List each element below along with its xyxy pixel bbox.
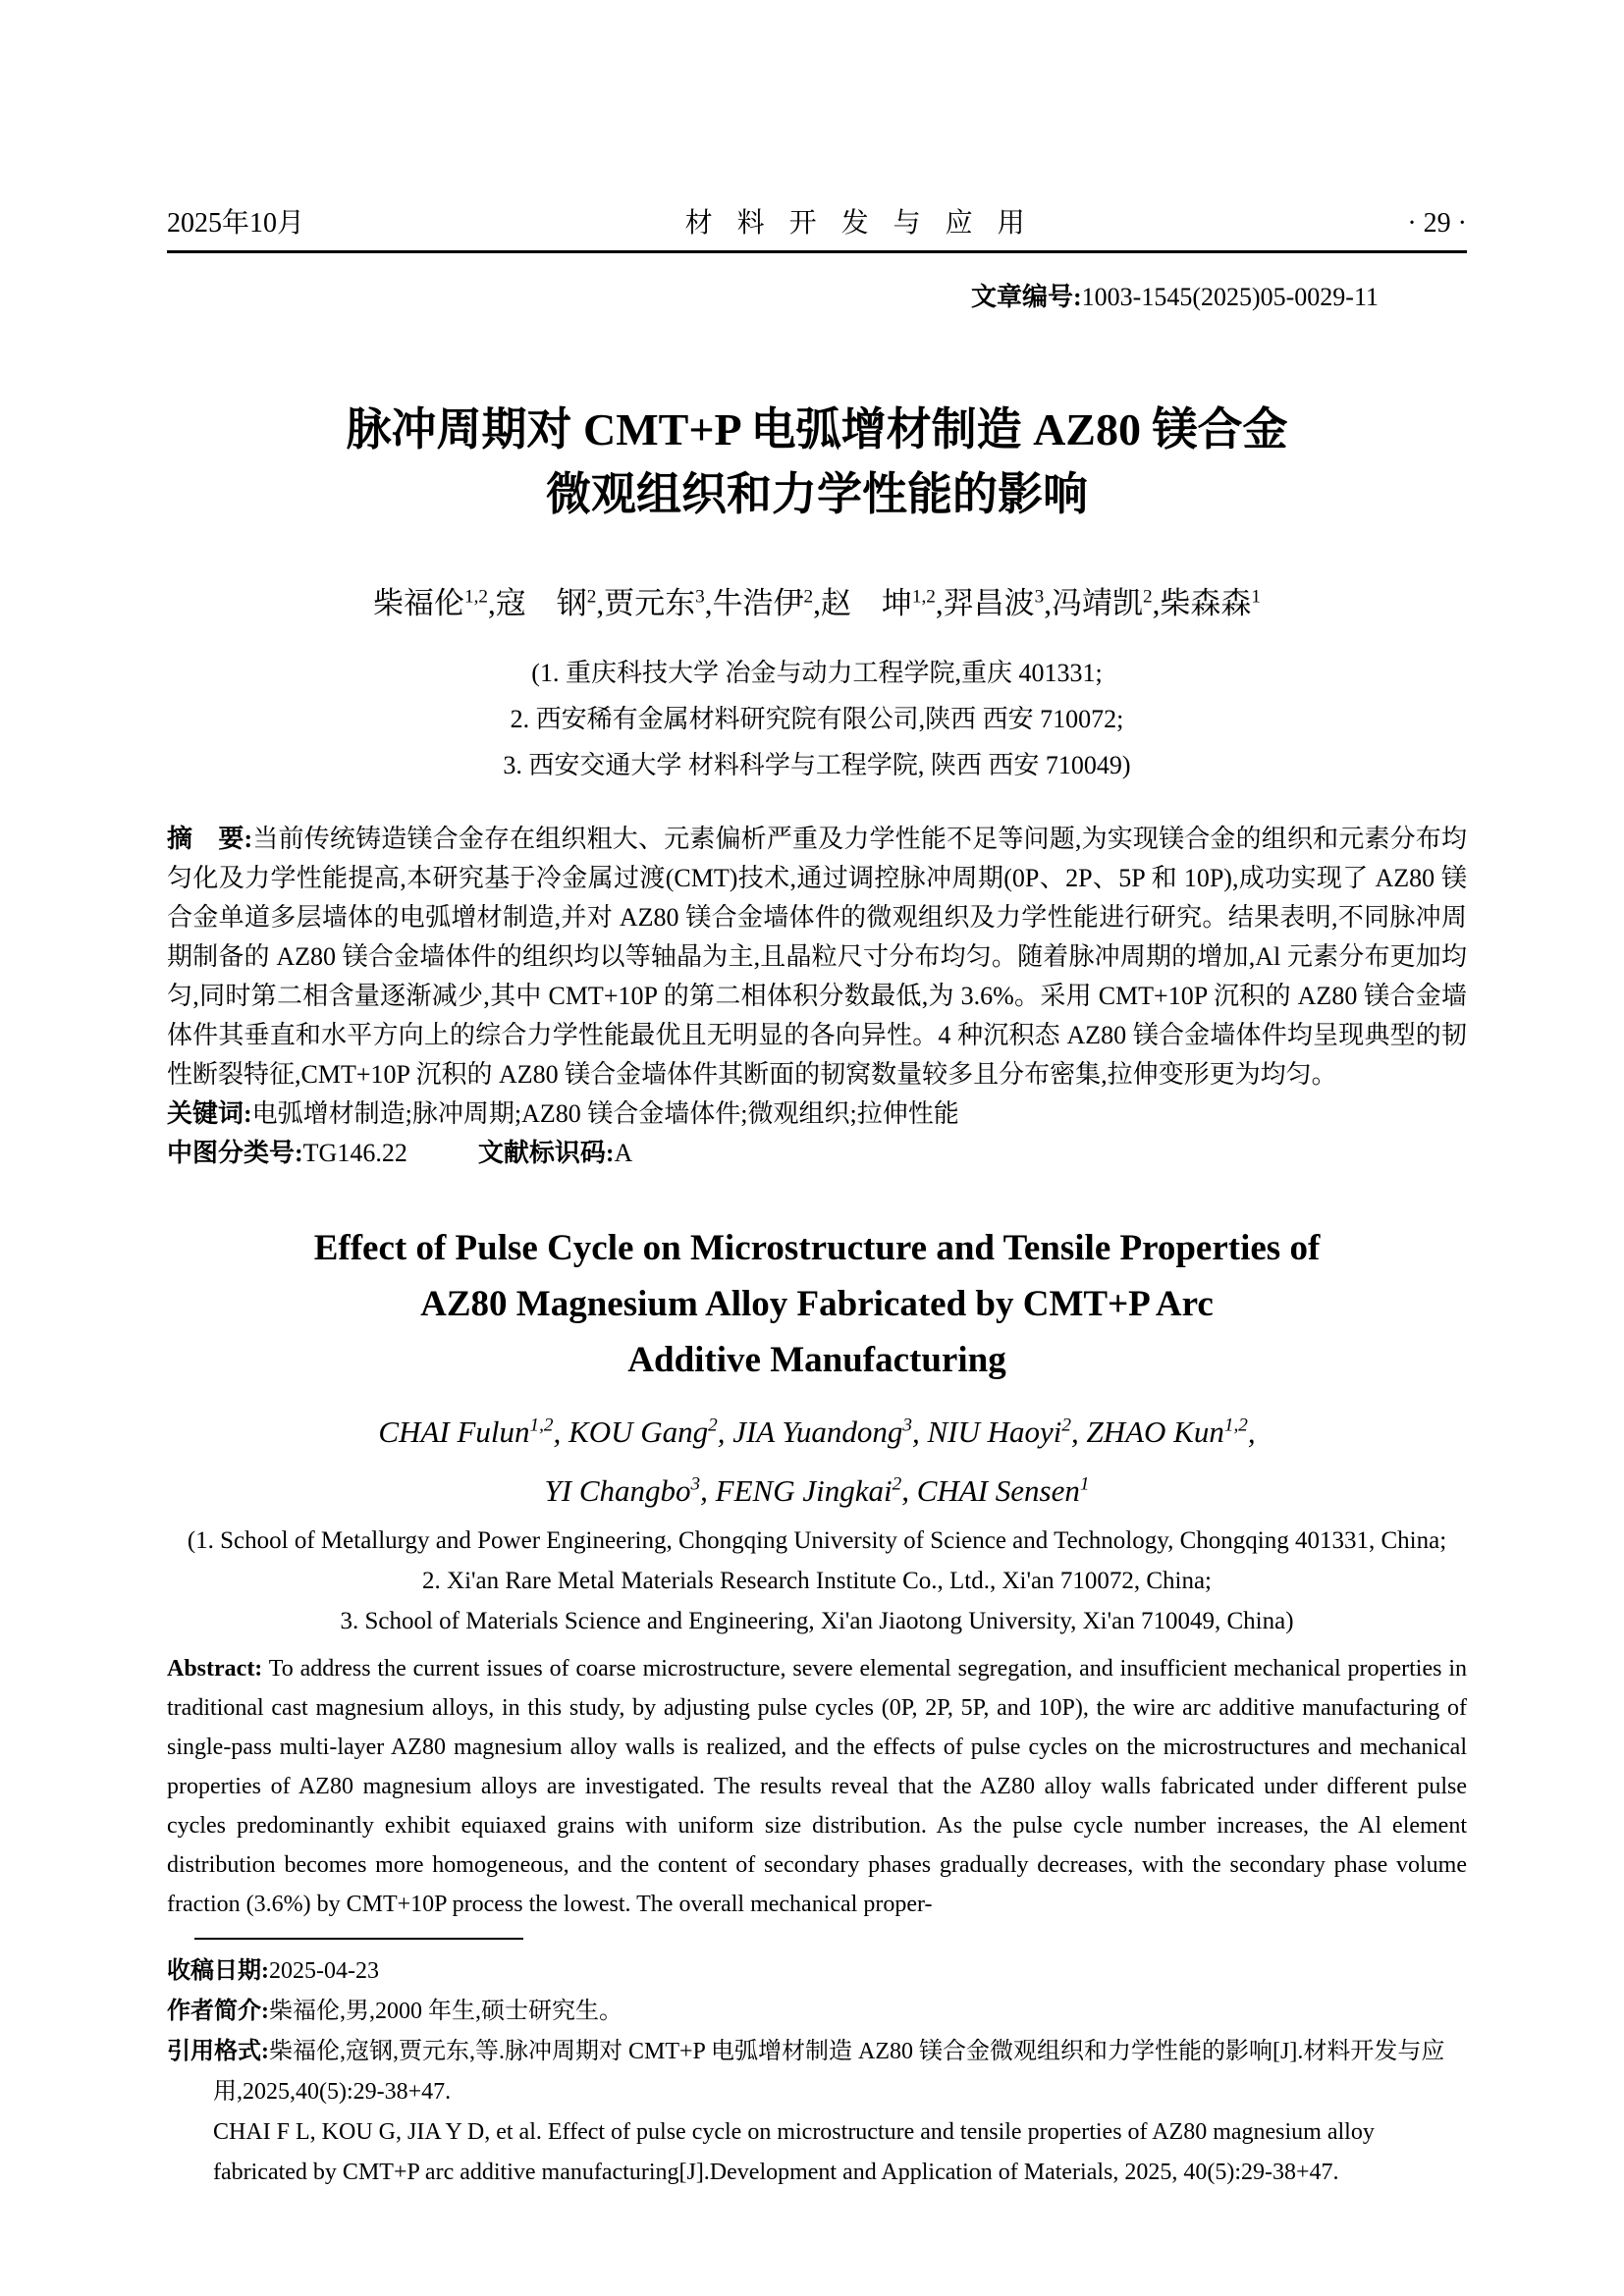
title-en-line: Additive Manufacturing — [627, 1340, 1006, 1380]
author-en: KOU Gang$^2$ — [568, 1415, 718, 1450]
abstract-en — [167, 1649, 1467, 1924]
author-separator: , — [596, 586, 605, 620]
title-cn-line: 脉冲周期对 CMT+P 电弧增材制造 AZ80 镁合金 — [346, 404, 1288, 454]
article-title-en — [167, 1220, 1467, 1388]
author-en: JIA Yuandong$^3$ — [732, 1415, 912, 1450]
authors-en — [167, 1400, 1467, 1517]
footnote-rule — [194, 1938, 523, 1940]
authors-cn — [167, 578, 1467, 622]
citation-cn-line — [167, 2032, 1467, 2112]
title-cn-line: 微观组织和力学性能的影响 — [546, 469, 1088, 519]
citation-en-text: CHAI F L, KOU G, JIA Y D, et al. Effect of pulse cycle on microstructure and tensile properties of AZ80 magnesium alloy fabricated by CMT+P arc additive manufacturing[J].Development and Application of Materials, 2025, 40(5):29-38+47. — [213, 2118, 1375, 2185]
author-bio-line — [167, 1992, 1467, 2032]
affiliation-en-line: 3. School of Materials Science and Engineering, Xi'an Jiaotong University, Xi'an 710049, China) — [340, 1607, 1294, 1634]
author-separator: , — [1247, 1415, 1256, 1450]
citation-en-line — [167, 2112, 1467, 2193]
keywords-text: 电弧增材制造;脉冲周期;AZ80 镁合金墙体件;微观组织;拉伸性能 — [251, 1099, 959, 1128]
author-separator: , — [704, 586, 713, 620]
abstract-cn-text: 当前传统铸造镁合金存在组织粗大、元素偏析严重及力学性能不足等问题,为实现镁合金的组织和元素分布均匀化及力学性能提高,本研究基于冷金属过渡(CMT)技术,通过调控脉冲周期(0P、2P、5P 和 10P),成功实现了 AZ80 镁合金单道多层墙体的电弧增材制造,并对 AZ80 镁合金墙体件的微观组织及力学性能进行研究。结果表明,不同脉冲周期制备的 AZ80 镁合金墙体件的组织均以等轴晶为主,且晶粒尺寸分布均匀。随着脉冲周期的增加,Al 元素分布更加均匀,同时第二相含量逐渐减少,其中 CMT+10P 的第二相体积分数最低,为 3.6%。采用 CMT+10P 沉积的 AZ80 镁合金墙体件其垂直和水平方向上的综合力学性能最优且无明显的各向异性。4 种沉积态 AZ80 镁合金墙体件均呈现典型的韧性断裂特征,CMT+10P 沉积的 AZ80 镁合金墙体件其断面的韧窝数量较多且分布密集,拉伸变形更为均匀。 — [167, 825, 1467, 1089]
citation-label: 引用格式: — [167, 2038, 269, 2064]
author-en: ZHAO Kun$^{1,2}$ — [1086, 1415, 1248, 1450]
author-cn: 贾元东$^3$ — [604, 586, 705, 620]
citation-cn-text: 柴福伦,寇钢,贾元东,等.脉冲周期对 CMT+P 电弧增材制造 AZ80 镁合金微观组织和力学性能的影响[J].材料开发与应用,2025,40(5):29-38+47. — [213, 2038, 1445, 2105]
author-en: YI Changbo$^3$ — [544, 1472, 701, 1508]
footnote-block — [167, 1951, 1467, 2193]
affiliations-en — [167, 1521, 1467, 1641]
affiliation-cn-line: 2. 西安稀有金属材料研究院有限公司,陕西 西安 710072; — [510, 705, 1124, 733]
title-en-line: AZ80 Magnesium Alloy Fabricated by CMT+P Arc — [420, 1284, 1214, 1324]
author-separator: , — [935, 586, 944, 620]
clc-value: TG146.22 — [302, 1139, 407, 1167]
affiliation-en-line: 2. Xi'an Rare Metal Materials Research Institute Co., Ltd., Xi'an 710072, China; — [422, 1567, 1212, 1594]
title-en-line: Effect of Pulse Cycle on Microstructure and Tensile Properties of — [313, 1228, 1321, 1268]
keywords-line — [167, 1095, 1467, 1134]
article-number-line — [167, 277, 1467, 313]
affiliation-en-line: (1. School of Metallurgy and Power Engineering, Chongqing University of Science and Technology, Chongqing 401331, China; — [187, 1526, 1447, 1554]
page-header — [167, 201, 1467, 240]
author-en: CHAI Sensen$^1$ — [916, 1472, 1090, 1508]
author-en: FENG Jingkai$^2$ — [715, 1472, 902, 1508]
abstract-en-label: Abstract: — [167, 1655, 263, 1682]
author-en: CHAI Fulun$^{1,2}$ — [378, 1415, 554, 1450]
authors-en-line1 — [167, 1400, 1467, 1458]
clc-label: 中图分类号: — [167, 1139, 303, 1167]
author-cn: 赵 坤$^{1,2}$ — [820, 586, 936, 620]
author-cn: 冯靖凯$^2$ — [1052, 586, 1153, 620]
author-separator: , — [813, 586, 821, 620]
abstract-cn — [167, 820, 1467, 1095]
page-number: · 29 · — [1407, 208, 1467, 239]
received-date-label: 收稿日期: — [167, 1957, 269, 1984]
author-cn: 柴福伦$^{1,2}$ — [373, 586, 489, 620]
article-number-label: 文章编号: — [971, 283, 1082, 311]
author-separator: , — [553, 1415, 569, 1450]
header-rule — [167, 250, 1467, 253]
article-title-cn — [167, 398, 1467, 527]
author-separator: , — [700, 1472, 716, 1508]
doc-code-value: A — [614, 1139, 633, 1167]
doc-code-label: 文献标识码: — [477, 1139, 615, 1167]
author-cn: 柴森森$^1$ — [1160, 586, 1261, 620]
keywords-label: 关键词: — [167, 1099, 252, 1128]
abstract-en-text: To address the current issues of coarse microstructure, severe elemental segregation, and insufficient mechanical properties in traditional cast magnesium alloys, in this study, by adjusting pulse cycles (0P, 2P, 5P, and 10P), the wire arc additive manufacturing of single-pass multi-layer AZ80 magnesium alloy walls is realized, and the effects of pulse cycles on the microstructures and mechanical properties of AZ80 magnesium alloys are investigated. The results reveal that the AZ80 alloy walls fabricated under different pulse cycles predominantly exhibit equiaxed grains with uniform size distribution. As the pulse cycle number increases, the Al element distribution becomes more homogeneous, and the content of secondary phases gradually decreases, with the secondary phase volume fraction (3.6%) by CMT+10P process the lowest. The overall mechanical proper- — [167, 1655, 1467, 1917]
author-separator: , — [1152, 586, 1161, 620]
author-bio-value: 柴福伦,男,2000 年生,硕士研究生。 — [269, 1998, 623, 2024]
affiliation-cn-line: (1. 重庆科技大学 冶金与动力工程学院,重庆 401331; — [531, 659, 1103, 687]
author-separator: , — [911, 1415, 928, 1450]
author-separator: , — [901, 1472, 917, 1508]
author-separator: , — [488, 586, 496, 620]
author-cn: 羿昌波$^3$ — [943, 586, 1045, 620]
author-cn: 寇 钢$^2$ — [495, 586, 597, 620]
author-en: NIU Haoyi$^2$ — [927, 1415, 1071, 1450]
author-separator: , — [1070, 1415, 1087, 1450]
author-bio-label: 作者简介: — [167, 1998, 269, 2024]
header-date: 2025年10月 — [167, 208, 305, 239]
author-separator: , — [717, 1415, 733, 1450]
author-separator: , — [1044, 586, 1052, 620]
author-cn: 牛浩伊$^2$ — [712, 586, 814, 620]
abstract-cn-label: 摘 要: — [167, 825, 253, 853]
received-date-line — [167, 1951, 1467, 1992]
affiliation-cn-line: 3. 西安交通大学 材料科学与工程学院, 陕西 西安 710049) — [503, 751, 1131, 779]
article-number-value: 1003-1545(2025)05-0029-11 — [1081, 283, 1379, 311]
authors-en-line2 — [167, 1458, 1467, 1516]
classification-line — [167, 1134, 1467, 1173]
received-date-value: 2025-04-23 — [269, 1957, 379, 1984]
journal-title: 材 料 开 发 与 应 用 — [684, 208, 1027, 239]
affiliations-cn — [167, 650, 1467, 788]
